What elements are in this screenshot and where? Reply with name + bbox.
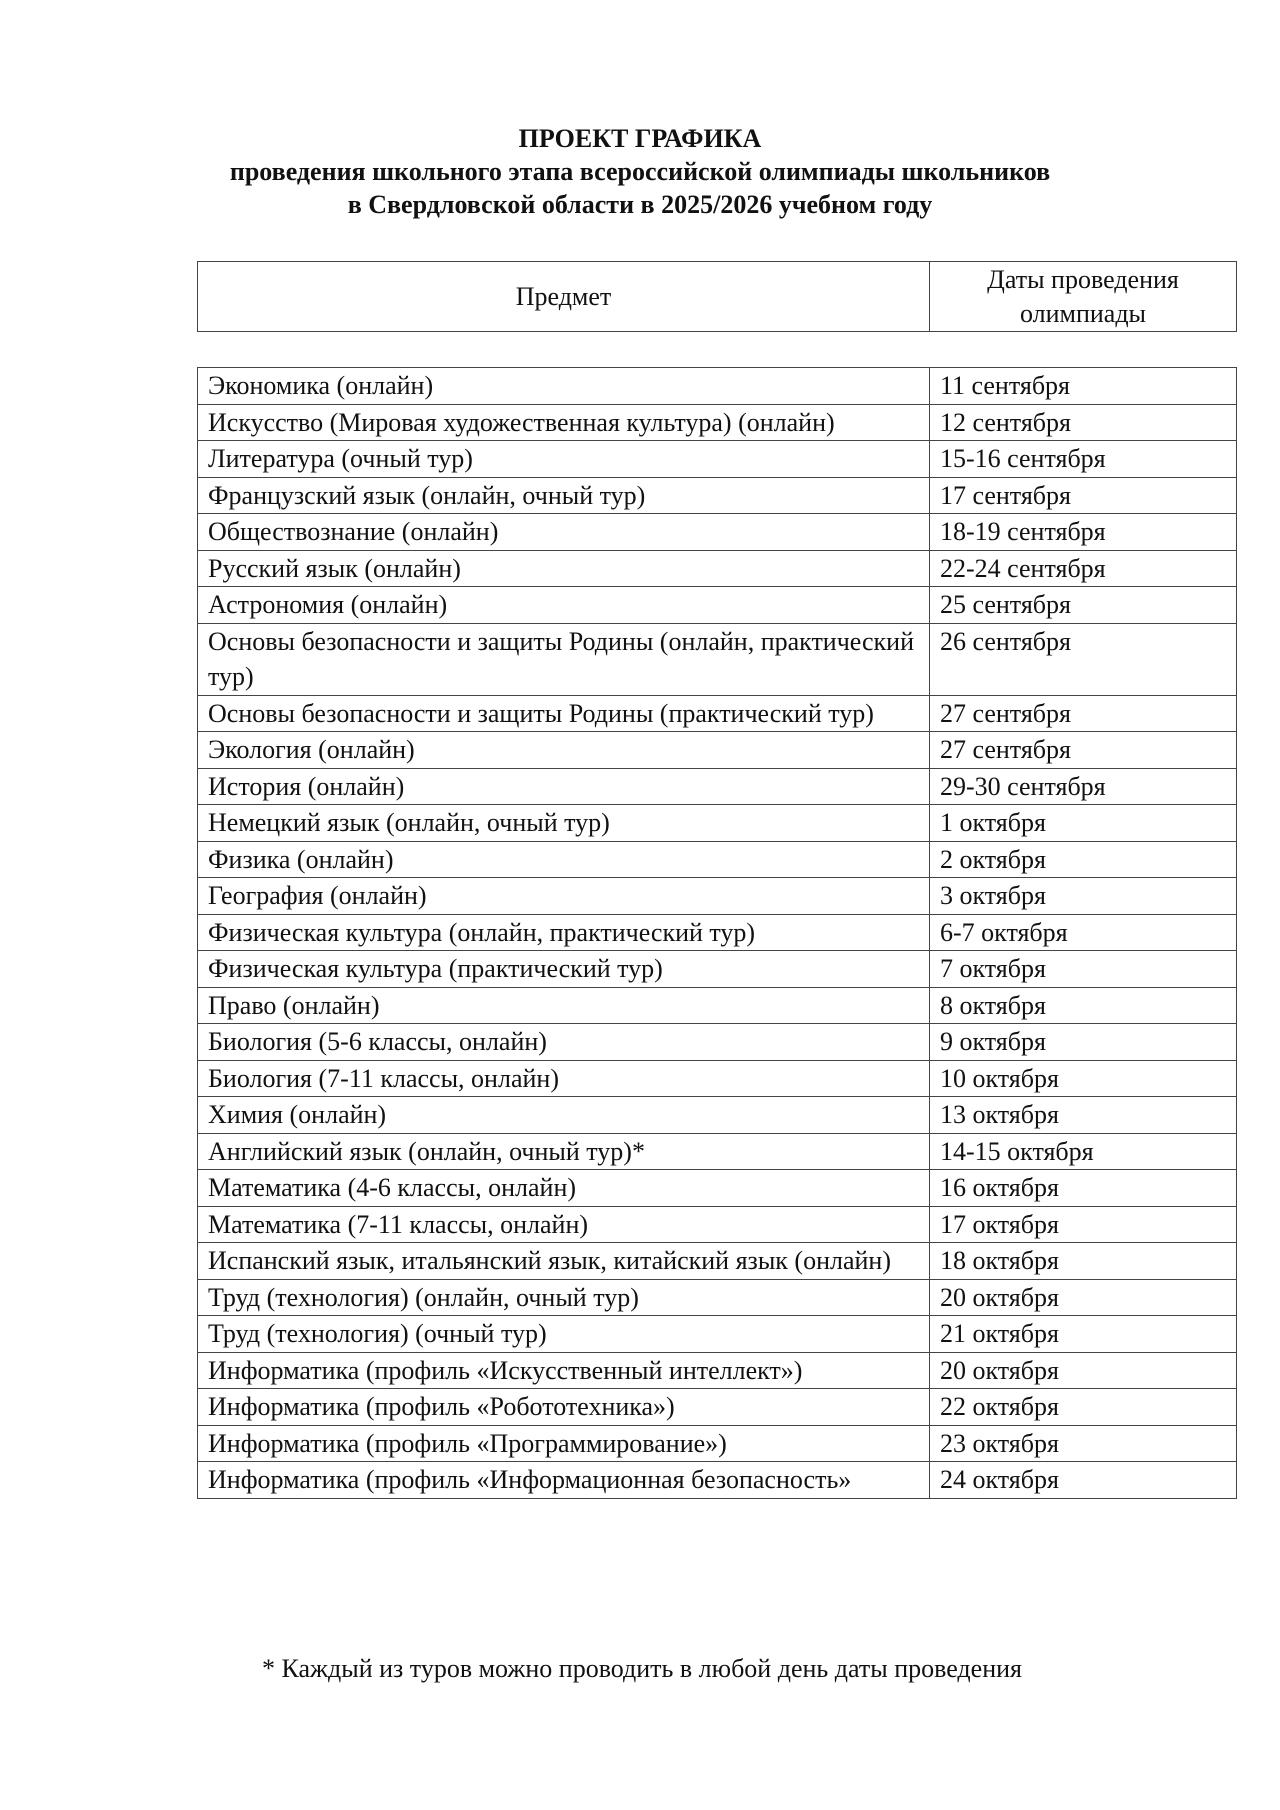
subject-cell: Информатика (профиль «Программирование») [198,1425,930,1462]
table-row [198,477,1237,514]
subject-cell: Английский язык (онлайн, очный тур)* [198,1133,930,1170]
table-row [198,878,1237,915]
subject-cell: Математика (4-6 классы, онлайн) [198,1170,930,1207]
title-line-3: в Свердловской области в 2025/2026 учебном году [347,190,933,219]
subject-cell: Немецкий язык (онлайн, очный тур) [198,805,930,842]
schedule-table-header [197,261,1237,332]
table-row [198,914,1237,951]
date-cell: 6-7 октября [930,914,1237,951]
date-cell: 27 сентября [930,695,1237,732]
subject-cell: История (онлайн) [198,768,930,805]
table-row [198,404,1237,441]
subject-cell: Труд (технология) (очный тур) [198,1316,930,1353]
table-row [198,1352,1237,1389]
subject-cell: Физика (онлайн) [198,841,930,878]
date-cell: 25 сентября [930,587,1237,624]
subject-cell: Искусство (Мировая художественная культура) (онлайн) [198,404,930,441]
date-cell: 17 сентября [930,477,1237,514]
table-row [198,1279,1237,1316]
table-row [198,1243,1237,1280]
subject-cell: Основы безопасности и защиты Родины (практический тур) [198,695,930,732]
date-cell: 26 сентября [930,623,1237,695]
date-cell: 10 октября [930,1060,1237,1097]
date-cell: 16 октября [930,1170,1237,1207]
table-row [198,441,1237,478]
date-cell: 21 октября [930,1316,1237,1353]
date-cell: 11 сентября [930,368,1237,405]
date-cell: 1 октября [930,805,1237,842]
date-cell: 20 октября [930,1279,1237,1316]
table-row [198,1316,1237,1353]
table-row [198,1097,1237,1134]
subject-cell: География (онлайн) [198,878,930,915]
table-row [198,805,1237,842]
subject-cell: Обществознание (онлайн) [198,514,930,551]
subject-cell: Астрономия (онлайн) [198,587,930,624]
table-row [198,841,1237,878]
table-row [198,623,1237,695]
date-cell: 18-19 сентября [930,514,1237,551]
table-row [198,1462,1237,1499]
subject-cell: Экология (онлайн) [198,732,930,769]
subject-cell: Биология (7-11 классы, онлайн) [198,1060,930,1097]
date-cell: 22 октября [930,1389,1237,1426]
table-row [198,1060,1237,1097]
header-dates: Даты проведения олимпиады [930,262,1237,332]
date-cell: 12 сентября [930,404,1237,441]
table-row [198,1133,1237,1170]
document-title [0,122,1280,221]
footnote: * Каждый из туров можно проводить в любой день даты проведения [262,1654,1022,1683]
table-row [198,368,1237,405]
subject-cell: Труд (технология) (онлайн, очный тур) [198,1279,930,1316]
date-cell: 23 октября [930,1425,1237,1462]
date-cell: 24 октября [930,1462,1237,1499]
date-cell: 29-30 сентября [930,768,1237,805]
date-cell: 9 октября [930,1024,1237,1061]
date-cell: 18 октября [930,1243,1237,1280]
table-row [198,587,1237,624]
date-cell: 8 октября [930,987,1237,1024]
table-row [198,987,1237,1024]
table-row [198,732,1237,769]
table-row [198,768,1237,805]
subject-cell: Информатика (профиль «Искусственный интеллект») [198,1352,930,1389]
date-cell: 20 октября [930,1352,1237,1389]
table-row [198,1170,1237,1207]
header-row [198,262,1237,332]
date-cell: 15-16 сентября [930,441,1237,478]
date-cell: 2 октября [930,841,1237,878]
subject-cell: Основы безопасности и защиты Родины (онлайн, практический тур) [198,623,930,695]
schedule-table-body [198,368,1237,1499]
table-row [198,1389,1237,1426]
subject-cell: Информатика (профиль «Робототехника») [198,1389,930,1426]
subject-cell: Информатика (профиль «Информационная безопасность» [198,1462,930,1499]
subject-cell: Физическая культура (онлайн, практический тур) [198,914,930,951]
table-row [198,550,1237,587]
subject-cell: Французский язык (онлайн, очный тур) [198,477,930,514]
table-row [198,514,1237,551]
subject-cell: Русский язык (онлайн) [198,550,930,587]
title-line-1: ПРОЕКТ ГРАФИКА [518,124,762,153]
date-cell: 22-24 сентября [930,550,1237,587]
subject-cell: Математика (7-11 классы, онлайн) [198,1206,930,1243]
subject-cell: Химия (онлайн) [198,1097,930,1134]
table-row [198,695,1237,732]
title-line-2: проведения школьного этапа всероссийской олимпиады школьников [229,157,1051,186]
subject-cell: Физическая культура (практический тур) [198,951,930,988]
table-row [198,951,1237,988]
table-row [198,1425,1237,1462]
subject-cell: Биология (5-6 классы, онлайн) [198,1024,930,1061]
subject-cell: Экономика (онлайн) [198,368,930,405]
table-row [198,1206,1237,1243]
date-cell: 14-15 октября [930,1133,1237,1170]
subject-cell: Литература (очный тур) [198,441,930,478]
date-cell: 3 октября [930,878,1237,915]
subject-cell: Право (онлайн) [198,987,930,1024]
header-subject: Предмет [198,262,930,332]
date-cell: 7 октября [930,951,1237,988]
date-cell: 13 октября [930,1097,1237,1134]
table-row [198,1024,1237,1061]
subject-cell: Испанский язык, итальянский язык, китайский язык (онлайн) [198,1243,930,1280]
date-cell: 27 сентября [930,732,1237,769]
date-cell: 17 октября [930,1206,1237,1243]
schedule-table [197,367,1237,1499]
